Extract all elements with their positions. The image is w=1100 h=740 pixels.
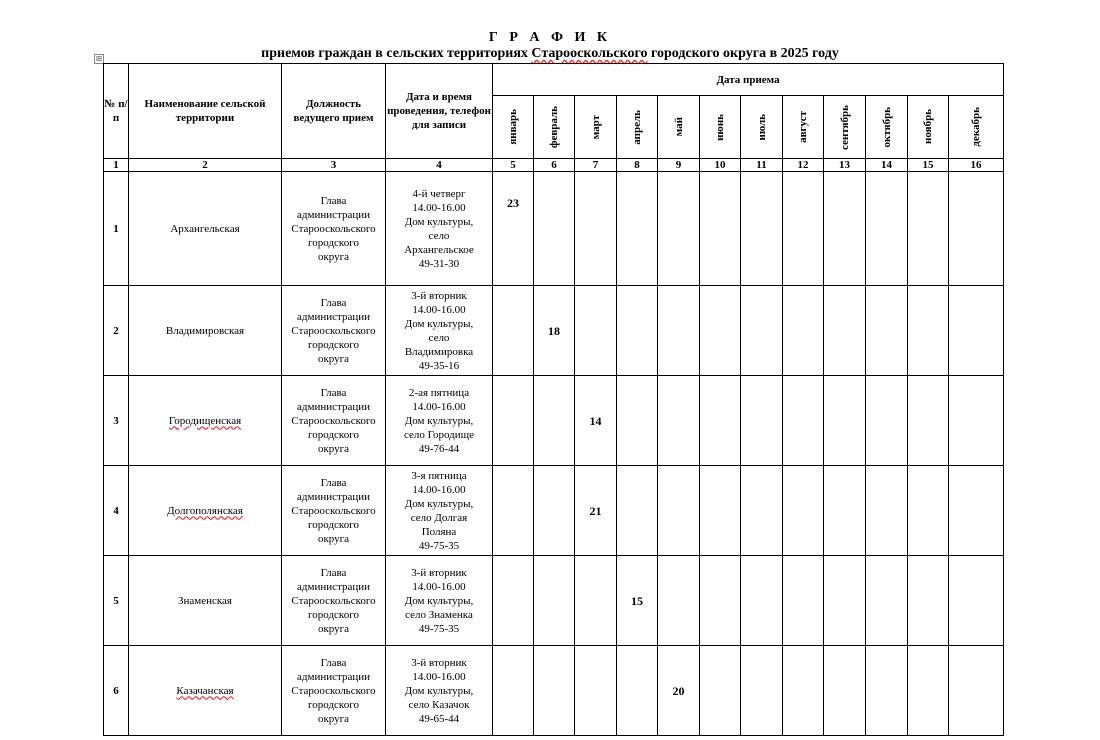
position-line: городского — [308, 338, 359, 351]
schedule-line: Дом культуры, — [404, 594, 474, 607]
month-label: февраль — [548, 105, 560, 149]
column-number: 11 — [741, 159, 783, 172]
row-number: 5 — [104, 556, 129, 646]
month-header — [824, 96, 866, 159]
territory-name: Знаменская — [177, 594, 232, 607]
month-cell — [575, 646, 617, 736]
position-cell — [282, 286, 386, 376]
territory-name: Долгополянская — [167, 504, 243, 517]
position-cell — [282, 172, 386, 286]
reception-day: 21 — [575, 466, 617, 556]
month-cell — [534, 556, 575, 646]
reception-day: 15 — [617, 556, 658, 646]
position-line: Старооскольского — [291, 324, 376, 337]
month-header — [493, 96, 534, 159]
schedule-line: 49-31-30 — [418, 257, 460, 270]
month-label: май — [672, 117, 685, 137]
schedule-table — [103, 63, 1004, 736]
document-subtitle — [0, 46, 1100, 62]
month-cell — [658, 466, 700, 556]
month-cell — [658, 556, 700, 646]
schedule-cell — [386, 466, 493, 556]
month-cell — [824, 286, 866, 376]
month-cell — [908, 376, 949, 466]
month-cell — [617, 286, 658, 376]
month-cell — [741, 556, 783, 646]
schedule-line: 2-ая пятница — [408, 386, 470, 399]
month-cell — [783, 556, 824, 646]
row-number: 2 — [104, 286, 129, 376]
schedule-line: 14.00-16.00 — [412, 670, 466, 683]
month-cell — [534, 646, 575, 736]
month-cell — [908, 172, 949, 286]
column-number: 7 — [575, 159, 617, 172]
position-line: округа — [317, 622, 350, 635]
month-cell — [866, 556, 908, 646]
row-number: 4 — [104, 466, 129, 556]
schedule-cell — [386, 646, 493, 736]
territory-name: Владимировская — [165, 324, 245, 337]
month-label: март — [589, 114, 602, 140]
schedule-line: Архангельское — [404, 243, 474, 256]
column-number: 10 — [700, 159, 741, 172]
table-row — [104, 556, 1004, 646]
table-row — [104, 376, 1004, 466]
month-cell — [700, 172, 741, 286]
month-label: октябрь — [880, 106, 893, 148]
column-number: 1 — [104, 159, 129, 172]
document-title: Г Р А Ф И К — [488, 30, 612, 45]
position-line: округа — [317, 250, 350, 263]
month-header — [908, 96, 949, 159]
position-line: администрации — [297, 490, 370, 503]
position-cell — [282, 466, 386, 556]
position-line: Глава — [320, 566, 347, 579]
month-cell — [866, 466, 908, 556]
schedule-line: 49-65-44 — [418, 712, 460, 725]
month-cell — [783, 286, 824, 376]
column-number: 8 — [617, 159, 658, 172]
month-cell — [866, 172, 908, 286]
schedule-line: 49-35-16 — [418, 359, 460, 372]
month-cell — [617, 172, 658, 286]
schedule-line: 4-й четверг — [412, 187, 466, 200]
month-cell — [824, 646, 866, 736]
position-line: городского — [308, 698, 359, 711]
column-number: 9 — [658, 159, 700, 172]
schedule-line: 14.00-16.00 — [412, 580, 466, 593]
schedule-line: Дом культуры, — [404, 684, 474, 697]
schedule-line: 14.00-16.00 — [412, 400, 466, 413]
month-label: декабрь — [970, 107, 983, 147]
subtitle-suffix: городского округа в 2025 году — [647, 46, 839, 61]
month-label: июнь — [714, 113, 726, 141]
schedule-line: Владимировка — [404, 345, 474, 358]
month-cell — [617, 466, 658, 556]
schedule-cell — [386, 172, 493, 286]
month-cell — [949, 376, 1004, 466]
schedule-line: 3-я пятница — [411, 469, 467, 482]
table-row — [104, 286, 1004, 376]
month-cell — [741, 286, 783, 376]
column-number: 5 — [493, 159, 534, 172]
territory-name-cell — [129, 646, 282, 736]
month-cell — [908, 286, 949, 376]
month-cell — [575, 172, 617, 286]
position-cell — [282, 556, 386, 646]
month-cell — [493, 556, 534, 646]
month-header — [949, 96, 1004, 159]
schedule-line: 49-76-44 — [418, 442, 460, 455]
territory-name-cell — [129, 556, 282, 646]
column-number: 3 — [282, 159, 386, 172]
column-number: 6 — [534, 159, 575, 172]
month-cell — [783, 466, 824, 556]
schedule-line: село Городище — [403, 428, 475, 441]
position-line: округа — [317, 442, 350, 455]
position-line: администрации — [297, 670, 370, 683]
month-cell — [824, 376, 866, 466]
month-label: ноябрь — [922, 109, 934, 145]
schedule-cell — [386, 376, 493, 466]
column-number: 16 — [949, 159, 1004, 172]
position-line: Старооскольского — [291, 222, 376, 235]
header-datetime: Дата и время проведения, телефон для записи — [386, 64, 493, 159]
month-cell — [866, 376, 908, 466]
schedule-line: Дом культуры, — [404, 497, 474, 510]
column-number: 14 — [866, 159, 908, 172]
month-header — [658, 96, 700, 159]
schedule-line: 14.00-16.00 — [412, 483, 466, 496]
month-cell — [617, 376, 658, 466]
position-cell — [282, 646, 386, 736]
schedule-line: 3-й вторник — [411, 566, 467, 579]
month-cell — [658, 376, 700, 466]
month-cell — [741, 172, 783, 286]
territory-name-cell — [129, 172, 282, 286]
column-number: 13 — [824, 159, 866, 172]
month-cell — [741, 466, 783, 556]
table-row — [104, 466, 1004, 556]
reception-day: 20 — [658, 646, 700, 736]
position-line: администрации — [297, 310, 370, 323]
schedule-line: село — [428, 331, 450, 344]
month-cell — [741, 376, 783, 466]
month-cell — [493, 286, 534, 376]
month-header — [866, 96, 908, 159]
month-header — [700, 96, 741, 159]
territory-name: Казачанская — [176, 684, 234, 697]
row-number: 6 — [104, 646, 129, 736]
month-cell — [534, 376, 575, 466]
schedule-line: село Долгая — [410, 511, 468, 524]
position-line: городского — [308, 428, 359, 441]
schedule-line: 3-й вторник — [411, 656, 467, 669]
subtitle-prefix: приемов граждан в сельских территориях — [261, 46, 532, 61]
month-label: август — [797, 111, 809, 143]
month-header — [575, 96, 617, 159]
schedule-line: Дом культуры, — [404, 414, 474, 427]
schedule-line: село Знаменка — [405, 608, 473, 621]
column-number-row — [104, 159, 1004, 172]
position-line: Глава — [320, 656, 347, 669]
position-line: округа — [317, 352, 350, 365]
reception-day: 14 — [575, 376, 617, 466]
month-cell — [658, 286, 700, 376]
month-cell — [700, 646, 741, 736]
month-header — [617, 96, 658, 159]
month-cell — [949, 172, 1004, 286]
position-line: администрации — [297, 400, 370, 413]
month-cell — [783, 172, 824, 286]
territory-name-cell — [129, 466, 282, 556]
schedule-line: 14.00-16.00 — [412, 201, 466, 214]
month-cell — [700, 286, 741, 376]
position-line: городского — [308, 608, 359, 621]
position-line: Глава — [320, 296, 347, 309]
position-line: Глава — [320, 386, 347, 399]
position-line: округа — [317, 532, 350, 545]
territory-name-cell — [129, 286, 282, 376]
header-position: Должность ведущего прием — [282, 64, 386, 159]
month-cell — [783, 646, 824, 736]
header-date-group: Дата приема — [493, 64, 1004, 96]
month-cell — [949, 556, 1004, 646]
position-line: Старооскольского — [291, 504, 376, 517]
territory-name-cell — [129, 376, 282, 466]
position-line: Глава — [320, 476, 347, 489]
month-label: январь — [507, 109, 519, 145]
territory-name: Архангельская — [170, 222, 240, 235]
schedule-line: 14.00-16.00 — [412, 303, 466, 316]
month-cell — [493, 376, 534, 466]
month-cell — [824, 172, 866, 286]
month-label: сентябрь — [838, 104, 851, 150]
table-row — [104, 646, 1004, 736]
month-header — [741, 96, 783, 159]
month-cell — [783, 376, 824, 466]
month-cell — [866, 286, 908, 376]
month-label: июль — [755, 113, 768, 141]
month-cell — [575, 556, 617, 646]
header-territory: Наименование сельской территории — [129, 64, 282, 159]
table-move-handle-icon[interactable]: ⊞ — [95, 54, 103, 63]
header-num: № п/п — [104, 64, 129, 159]
position-line: городского — [308, 518, 359, 531]
month-cell — [617, 646, 658, 736]
month-cell — [908, 646, 949, 736]
month-header — [534, 96, 575, 159]
schedule-line: Дом культуры, — [404, 317, 474, 330]
territory-name: Городищенская — [168, 414, 242, 427]
month-cell — [949, 286, 1004, 376]
month-cell — [741, 646, 783, 736]
position-line: Старооскольского — [291, 414, 376, 427]
month-cell — [493, 646, 534, 736]
month-cell — [824, 556, 866, 646]
schedule-cell — [386, 556, 493, 646]
position-line: округа — [317, 712, 350, 725]
month-cell — [949, 646, 1004, 736]
position-line: Старооскольского — [291, 594, 376, 607]
schedule-line: село Казачок — [408, 698, 470, 711]
schedule-line: село — [428, 229, 450, 242]
table-row — [104, 172, 1004, 286]
schedule-line: 49-75-35 — [418, 539, 460, 552]
reception-day: 23 — [493, 172, 534, 286]
month-cell — [534, 466, 575, 556]
month-cell — [866, 646, 908, 736]
month-cell — [908, 466, 949, 556]
column-number: 15 — [908, 159, 949, 172]
month-cell — [658, 172, 700, 286]
position-line: администрации — [297, 208, 370, 221]
month-cell — [949, 466, 1004, 556]
position-line: администрации — [297, 580, 370, 593]
schedule-line: Дом культуры, — [404, 215, 474, 228]
month-cell — [824, 466, 866, 556]
position-cell — [282, 376, 386, 466]
position-line: городского — [308, 236, 359, 249]
month-cell — [575, 286, 617, 376]
schedule-cell — [386, 286, 493, 376]
column-number: 12 — [783, 159, 824, 172]
month-cell — [700, 466, 741, 556]
schedule-line: 49-75-35 — [418, 622, 460, 635]
month-header — [783, 96, 824, 159]
month-label: апрель — [631, 109, 643, 145]
schedule-line: 3-й вторник — [411, 289, 467, 302]
header-row — [104, 64, 1004, 96]
position-line: Глава — [320, 194, 347, 207]
schedule-line: Поляна — [421, 525, 457, 538]
month-cell — [908, 556, 949, 646]
row-number: 3 — [104, 376, 129, 466]
month-cell — [534, 172, 575, 286]
subtitle-underlined: Старооскольского — [531, 46, 648, 61]
row-number: 1 — [104, 172, 129, 286]
column-number: 2 — [129, 159, 282, 172]
month-cell — [493, 466, 534, 556]
position-line: Старооскольского — [291, 684, 376, 697]
reception-day: 18 — [534, 286, 575, 376]
month-cell — [700, 376, 741, 466]
column-number: 4 — [386, 159, 493, 172]
month-cell — [700, 556, 741, 646]
